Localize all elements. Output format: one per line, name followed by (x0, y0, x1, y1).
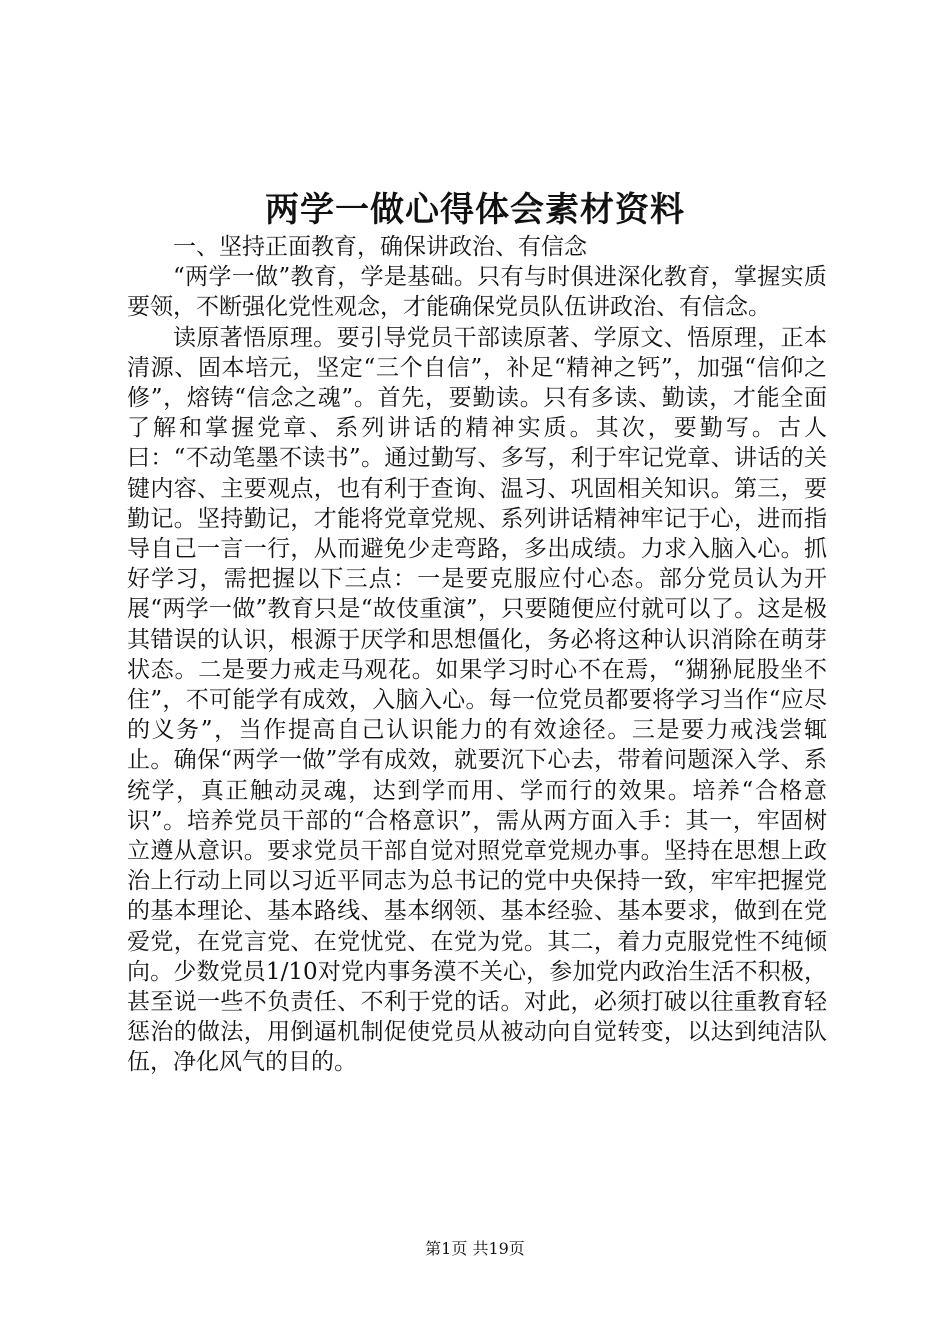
document-body (127, 232, 827, 1078)
body-paragraph: “两学一做”教育，学是基础。只有与时俱进深化教育，掌握实质要领，不断强化党性观念，才能确保党员队伍讲政治、有信念。 (127, 264, 827, 321)
section-heading: 一、坚持正面教育，确保讲政治、有信念 (173, 234, 587, 260)
document-title: 两学一做心得体会素材资料 (265, 190, 685, 230)
body-paragraph: 读原著悟原理。要引导党员干部读原著、学原文、悟原理，正本清源、固本培元，坚定“三个自信”，补足“精神之钙”，加强“信仰之修”，熔铸“信念之魂”。首先，要勤读。只有多读、勤读，才能全面了解和掌握党章、系列讲话的精神实质。其次，要勤写。古人曰：“不动笔墨不读书”。通过勤写、多写，利于牢记党章、讲话的关键内容、主要观点，也有利于查询、温习、巩固相关知识。第三，要勤记。坚持勤记，才能将党章党规、系列讲话精神牢记于心，进而指导自己一言一行，从而避免少走弯路，多出成绩。力求入脑入心。抓好学习，需把握以下三点：一是要克服应付心态。部分党员认为开展“两学一做”教育只是“故伎重演”，只要随便应付就可以了。这是极其错误的认识，根源于厌学和思想僵化，务必将这种认识消除在萌芽状态。二是要力戒走马观花。如果学习时心不在焉，“猢狲屁股坐不住”，不可能学有成效，入脑入心。每一位党员都要将学习当作“应尽的义务”，当作提高自己认识能力的有效途径。三是要力戒浅尝辄止。确保“两学一做”学有成效，就要沉下心去，带着问题深入学、系统学，真正触动灵魂，达到学而用、学而行的效果。培养“合格意识”。培养党员干部的“合格意识”，需从两方面入手：其一，牢固树立遵从意识。要求党员干部自觉对照党章党规办事。坚持在思想上政治上行动上同以习近平同志为总书记的党中央保持一致，牢牢把握党的基本理论、基本路线、基本纲领、基本经验、基本要求，做到在党爱党，在党言党、在党忧党、在党为党。其二，着力克服党性不纯倾向。少数党员1/10对党内事务漠不关心，参加党内政治生活不积极，甚至说一些不负责任、不利于党的话。对此，必须打破以往重教育轻惩治的做法，用倒逼机制促使党员从被动向自觉转变，以达到纯洁队伍，净化风气的目的。 (127, 324, 827, 1076)
page-footer: 第1页 共19页 (425, 1239, 525, 1258)
